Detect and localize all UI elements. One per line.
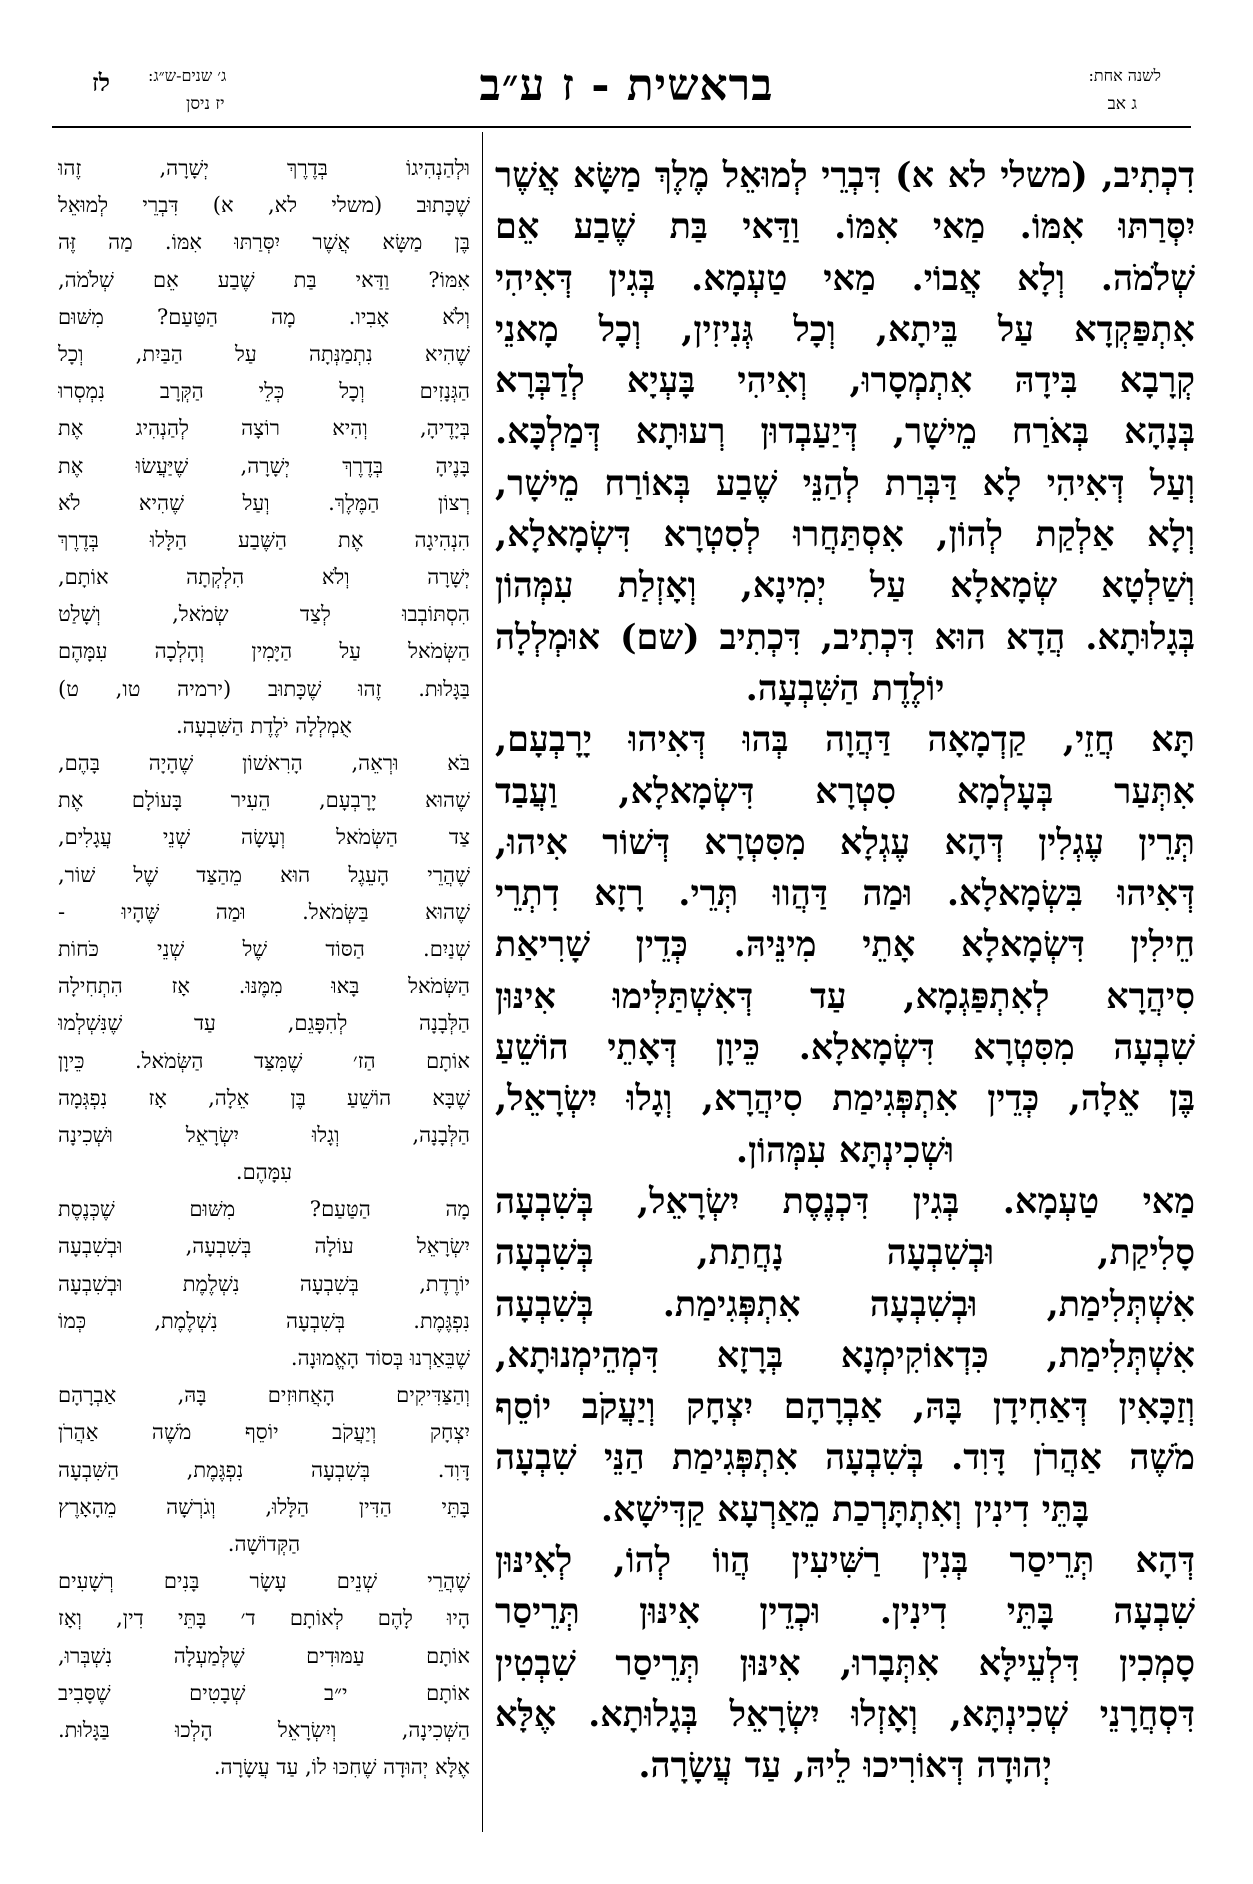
side-text-line: בַּגָּלוּת. זֶהוּ שֶׁכָּתוּב (ירמיה טו, ט) <box>58 676 470 701</box>
page-number: לז <box>92 68 110 97</box>
main-text-line: שִׁבְעָה מִסִּטְרָא דִּשְׂמָאלָא. כֵּיוָן דְּאָתֵי הוֹשֵׁעַ <box>495 1027 1195 1069</box>
main-text-line: שִׁבְעָה בָּתֵּי דִינִין. וּכְדֵין אִינּוּן תְּרֵיסַר <box>495 1591 1195 1633</box>
side-text-line: יוֹרֶדֶת, בְּשִׁבְעָה נִשְׁלֶמֶת וּבְשִׁבְעָה <box>58 1271 470 1296</box>
main-text-line: דִכְתִיב, (משלי לא א) דִּבְרֵי לְמוּאֵל מֶלֶךְ מַשָּׂא אֲשֶׁר <box>495 155 1195 196</box>
header-right-top: לשנה אחת: <box>1088 66 1161 85</box>
main-text-line: סָלִיקַת, וּבְשִׁבְעָה נָחֲתַת, בְּשִׁבְעָה <box>495 1232 1195 1274</box>
side-text-line: הַשְּׂמֹאל עַל הַיָּמִין וְהָלְכָה עִמָּהֶם <box>58 639 470 664</box>
side-text-line: בֹּא וּרְאֵה, הָרִאשׁוֹן שֶׁהָיָה בָּהֶם, <box>58 751 470 775</box>
side-text-line: דָּוִד. בְּשִׁבְעָה נִפְגֶּמֶת, הַשִּׁבְעָה <box>58 1457 470 1482</box>
side-text-line: הַלְּבָנָה לְהִפָּגֵם, עַד שֶׁנִּשְׁלְמוּ <box>58 1011 470 1036</box>
main-text-line: דְּהָא תְּרֵיסַר בְּנִין רַשִּׁיעִין הֲווֹ לְהוֹ, לְאִינּוּן <box>495 1540 1195 1582</box>
side-text-line: נִפְגֶּמֶת. בְּשִׁבְעָה נִשְׁלֶמֶת, כְּמוֹ <box>58 1308 470 1333</box>
main-text-line: יוֹלֶדֶת הַשִּׁבְעָה. <box>745 667 945 709</box>
side-text-line: אוֹתָם עַמּוּדִים שֶׁלְּמַעְלָה נִשְׁבְּרוּ, <box>58 1643 470 1668</box>
side-text-line: בְּיָדֶיהָ, וְהִיא רוֹצָה לְהַנְהִיג אֶת <box>58 416 470 441</box>
side-text-line: שֶׁהִיא נִתְמַנְּתָה עַל הַבַּיִת, וְכָל <box>58 341 470 366</box>
header-left-top: ג׳ שנים-ש״ג: <box>148 66 227 85</box>
side-text-line: הִנְהִיגָה אֶת הַשֶּׁבַע הַלָּלוּ בְּדֶרֶךְ <box>58 527 470 552</box>
side-text-line: שֶׁהֲרֵי שְׁנֵים עָשָׂר בָּנִים רְשָׁעִים <box>58 1569 470 1594</box>
main-text-line: בְּגָלוּתָא. הֲדָא הוּא דִּכְתִיב, דִּכְתִיב (שם) אוּמְלְלָה <box>495 616 1195 658</box>
main-text-line: וְלָא אַלְקַת לְהוֹן, אִסְתַּחֲרוּ לְסִטְרָא דִּשְׂמָאלָא, <box>495 514 1195 556</box>
side-text-line: הַלְּבָנָה, וְגָלוּ יִשְׂרָאֵל וּשְׁכִינָה <box>58 1122 470 1147</box>
main-text-line: בֶּן אֵלָה, כְּדֵין אִתְפְּגִימַת סִיהֲרָא, וְגָלוּ יִשְׂרָאֵל, <box>495 1078 1195 1120</box>
side-text-line: וּלְהַנְהִיגוֹ בְּדֶרֶךְ יְשָׁרָה, זֶהוּ <box>58 156 470 180</box>
main-text-line: בְּנָהָא בְּאֹרַח מֵישָׁר, דְּיַעַבְדוּן רְעוּתָא דְּמַלְכָּא. <box>495 411 1195 453</box>
side-text-line: מָה הַטַּעַם? מִשּׁוּם שֶׁכְּנֶסֶת <box>58 1197 470 1222</box>
main-text-line: דְּאִיהוּ בִּשְׂמָאלָא. וּמַה דַּהֲווּ תְּרֵי. רָזָא דִתְרֵי <box>495 873 1195 915</box>
side-text-line: שֶׁכָּתוּב (משלי לא, א) דִּבְרֵי לְמוּאֵל <box>58 193 470 218</box>
side-text-line: אִמּוֹ? וַדַּאי בַּת שֶׁבַע אֵם שְׁלֹמֹה, <box>58 267 470 292</box>
main-text-line: בָּתֵּי דִינִין וְאִתְתָּרְכַת מֵאַרְעָא קַדִּישָׁא. <box>600 1488 1090 1530</box>
side-text-line: שֶׁבֵּאַרְנוּ בְּסוֹד הָאֱמוּנָה. <box>290 1346 470 1370</box>
main-text-line: וְעַל דְּאִיהִי לָא דַּבְּרַת לְהַנֵּי שֶׁבַע בְּאוֹרַח מֵישָׁר, <box>495 462 1195 504</box>
side-text-line: יִשְׂרָאֵל עוֹלָה בְּשִׁבְעָה, וּבְשִׁבְעָה <box>58 1234 470 1259</box>
main-text-line: אִשְׁתְּלִימַת, כִּדְאוֹקִימְנָא בְּרָזָא דִּמְהֵימְנוּתָא, <box>495 1334 1195 1376</box>
main-text-line: אִשְׁתְּלִימַת, וּבְשִׁבְעָה אִתְפְּגִימַת. בְּשִׁבְעָה <box>495 1283 1195 1325</box>
main-text-line: וְזַכָּאִין דְּאַחִידָן בָּהּ, אַבְרָהָם יִצְחָק וְיַעֲקֹב יוֹסֵף <box>495 1386 1195 1428</box>
side-text-line: אוֹתָם הַז׳ שֶׁמִּצַּד הַשְּׂמֹאל. כֵּיוָן <box>58 1048 470 1073</box>
main-text-line: וְשַׁלְטָא שְׂמָאלָא עַל יְמִינָא, וְאָזְלַת עִמְּהוֹן <box>495 565 1195 607</box>
header-left-bottom: יז ניסן <box>186 94 225 114</box>
main-text-line: תְּרֵין עֶגְלִין דְּהָא עֶגְלָא מִסִּטְרָא דְּשׁוֹר אִיהוּ, <box>495 821 1195 863</box>
side-text-line: צַד הַשְּׂמֹאל וְעָשָׂה שְׁנֵי עֲגָלִים, <box>58 825 470 850</box>
main-text-line: יִסְּרַתּוּ אִמּוֹ. מַאי אִמּוֹ. וַדַּאי בַּת שֶׁבַע אֵם <box>495 206 1195 248</box>
side-hebrew-translation-column <box>58 150 470 1786</box>
side-text-line: הַקְּדוֹשָׁה. <box>227 1531 301 1556</box>
main-text-line: תָּא חֲזֵי, קַדְמָאָה דַּהֲוָה בְּהוּ דְּאִיהוּ יָרָבְעָם, <box>495 719 1195 761</box>
main-text-line: אִתְפַּקְדָא עַל בֵּיתָא, וְכָל גְּנִיזִין, וְכָל מָאנֵי <box>495 308 1195 350</box>
main-text-line: אִתְּעַר בְּעָלְמָא סִטְרָא דִּשְׂמָאלָא, וַעֲבַד <box>495 770 1195 812</box>
header-right-bottom: ג אב <box>1107 94 1137 114</box>
side-text-line: הִסְתּוֹבְבוּ לְצַד שְׂמֹאל, וְשָׁלַט <box>58 602 470 627</box>
side-text-line: אוֹתָם י״ב שְׁבָטִים שֶׁסָּבִיב <box>58 1680 470 1705</box>
side-text-line: בֶּן מַשָּׂא אֲשֶׁר יִסְּרַתּוּ אִמּוֹ. מַה זֶּה <box>58 230 470 255</box>
side-text-line: שֶׁהֲרֵי הָעֵגֶל הוּא מֵהַצַּד שֶׁל שׁוֹר, <box>58 862 470 887</box>
side-text-line: הַשְּׂמֹאל בָּאוּ מִמֶּנּוּ. אָז הִתְחִילָה <box>58 974 470 999</box>
side-text-line: רְצוֹן הַמֶּלֶךְ. וְעַל שֶׁהִיא לֹא <box>58 490 470 515</box>
main-text-line: קְרָבָא בִּידָהּ אִתְמְסָרוּ, וְאִיהִי בָּעְיָא לְדַבְּרָא <box>495 360 1195 402</box>
side-text-line: שֶׁהוּא בַּשְּׂמֹאל. וּמַה שֶּׁהָיוּ - <box>58 899 470 924</box>
side-text-line: הַגְּנָזִים וְכָל כְּלֵי הַקְּרָב נִמְסְרוּ <box>58 379 470 404</box>
main-text-line: יְהוּדָה דְּאוֹרִיכוּ לֵיהּ, עַד עֲשָׂרָה. <box>638 1745 1052 1787</box>
side-text-line: וְהַצַּדִּיקִים הָאֲחוּזִים בָּהּ, אַבְרָהָם <box>58 1383 470 1408</box>
main-text-line: דִּסְחֲרָנֵי שְׁכִינְתָּא, וְאָזְלוּ יִשְׂרָאֵל בְּגָלוּתָא. אֶלָּא <box>495 1693 1195 1735</box>
side-text-line: שֶׁבָּא הוֹשֵׁעַ בֶּן אֵלָה, אָז נִפְגְּמָה <box>58 1085 470 1110</box>
main-text-line: וּשְׁכִינְתָּא עִמְּהוֹן. <box>735 1129 955 1171</box>
side-text-line: יְשָׁרָה וְלֹא הִלְקְתָה אוֹתָם, <box>58 565 470 590</box>
main-text-line: חֵילִין דִּשְׂמָאלָא אָתֵי מִינֵּיהּ. כְּדֵין שָׁרִיאַת <box>495 924 1195 966</box>
main-text-line: מַאי טַעְמָא. בְּגִין דִּכְנֶסֶת יִשְׂרָאֵל, בְּשִׁבְעָה <box>495 1180 1195 1222</box>
main-text-line: מֹשֶׁה אַהֲרֹן דָּוִד. בְּשִׁבְעָה אִתְפְּגִימַת הַנֵּי שִׁבְעָה <box>495 1437 1195 1479</box>
side-text-line: אֻמְלְלָה יֹלֶדֶת הַשִּׁבְעָה. <box>175 713 353 738</box>
side-text-line: שְׁנַיִם. הַסּוֹד שֶׁל שְׁנֵי כֹּחוֹת <box>58 936 470 961</box>
main-text-line: סִיהֲרָא לְאִתְפַּגְמָא, עַד דְּאִשְׁתַּלִּימוּ אִינּוּן <box>495 975 1195 1017</box>
side-text-line: הַשְּׁכִינָה, וְיִשְׂרָאֵל הָלְכוּ בַּגָּלוּת. <box>58 1717 470 1742</box>
column-divider <box>482 132 483 1832</box>
header-rule <box>52 126 1191 128</box>
main-aramaic-column <box>495 150 1195 1792</box>
side-text-line: שֶׁהוּא יָרָבְעָם, הֵעִיר בָּעוֹלָם אֶת <box>58 788 470 813</box>
page-title: בראשית - ז ע״ב <box>479 60 774 111</box>
side-text-line: אֶלָּא יְהוּדָה שֶׁחִכּוּ לוֹ, עַד עֲשָׂרָה. <box>213 1755 470 1780</box>
side-text-line: בָּתֵּי הַדִּין הַלָּלוּ, וְגֹרְשָׁה מֵהָאָרֶץ <box>58 1494 470 1519</box>
side-text-line: וְלֹא אָבִיו. מָה הַטַּעַם? מִשּׁוּם <box>58 304 470 329</box>
main-text-line: שְׁלֹמֹה. וְלָא אֲבוֹי. מַאי טַעְמָא. בְּגִין דְּאִיהִי <box>495 257 1195 299</box>
main-text-line: סָמְכִין דִּלְעֵילָּא אִתְּבָרוּ, אִינּוּן תְּרֵיסַר שִׁבְטִין <box>495 1642 1195 1684</box>
side-text-line: עִמָּהֶם. <box>235 1160 293 1185</box>
side-text-line: הָיוּ לָהֶם לְאוֹתָם ד׳ בָּתֵּי דִין, וְאָז <box>58 1606 470 1631</box>
side-text-line: בָּנֶיהָ בְּדֶרֶךְ יְשָׁרָה, שֶׁיַּעֲשׂוּ אֶת <box>58 453 470 478</box>
side-text-line: יִצְחָק וְיַעֲקֹב יוֹסֵף מֹשֶׁה אַהֲרֹן <box>58 1420 470 1445</box>
